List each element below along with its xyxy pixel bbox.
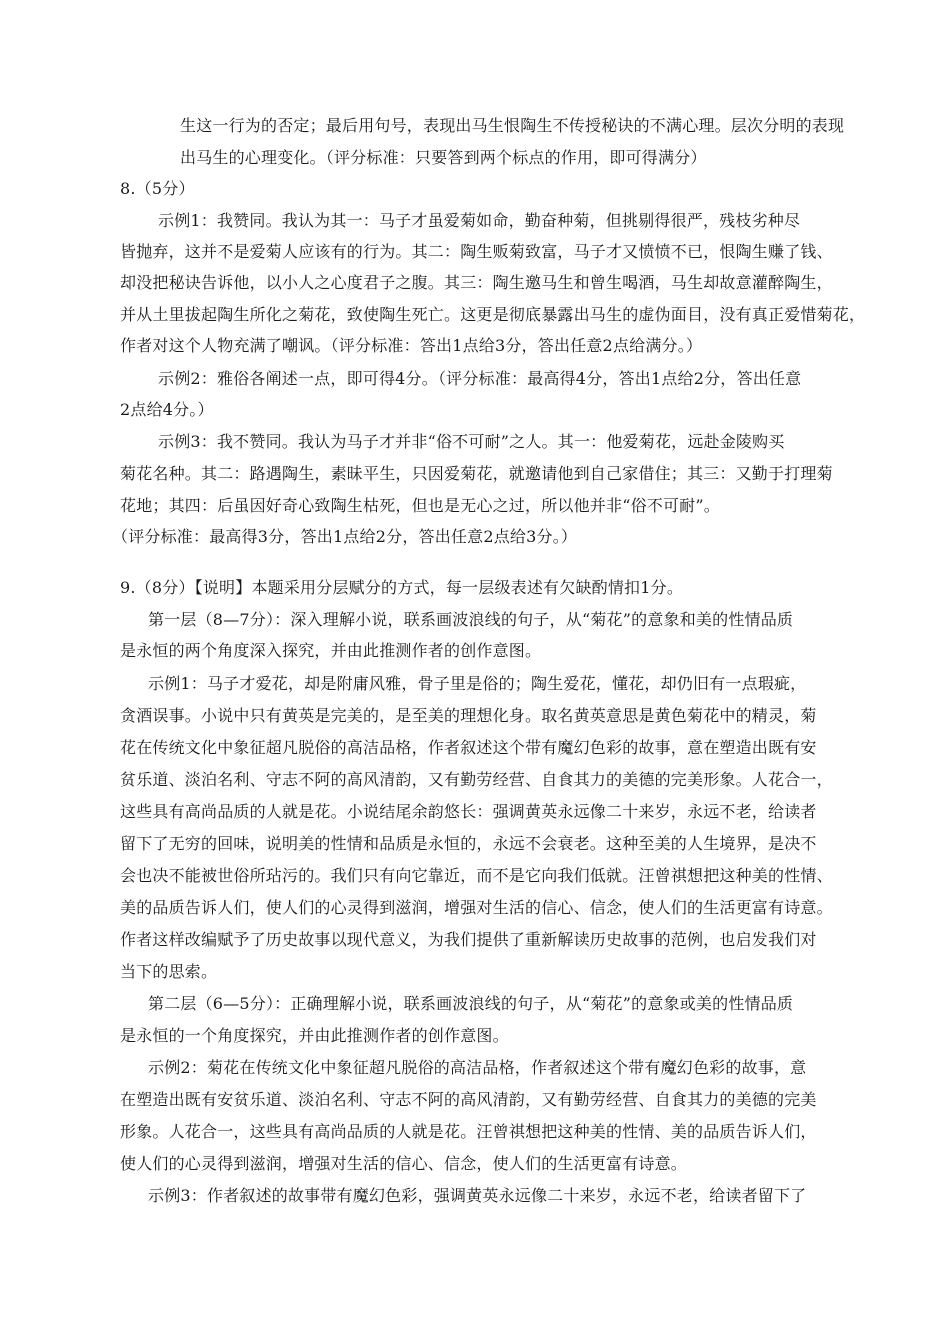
text-line: 贪酒误事。小说中只有黄英是完美的，是至美的理想化身。取名黄英意思是黄色菊花中的精灵，菊 [120, 706, 817, 725]
text-line: 却没把秘诀告诉他，以小人之心度君子之腹。其三：陶生邀马生和曾生喝酒，马生却故意灌醉陶生， [120, 273, 833, 292]
text-line: 作者这样改编赋予了历史故事以现代意义，为我们提供了重新解读历史故事的范例，也启发我们对 [120, 930, 817, 949]
text-line: 贫乐道、淡泊名利、守志不阿的高风清韵，又有勤劳经营、自食其力的美德的完美形象。人花合一， [120, 770, 833, 789]
question-heading: 9.（8分）【说明】本题采用分层赋分的方式，每一层级表述有欠缺酌情扣1分。 [120, 578, 684, 597]
text-line: 第二层（6—5分）：正确理解小说，联系画波浪线的句子，从“菊花”的意象或美的性情品质 [148, 994, 794, 1013]
text-line: （评分标准：最高得3分，答出1点给2分，答出任意2点给3分。） [112, 527, 578, 546]
text-line: 第一层（8—7分）：深入理解小说，联系画波浪线的句子，从“菊花”的意象和美的性情品质 [148, 610, 794, 629]
text-line: 生这一行为的否定；最后用句号，表现出马生恨陶生不传授秘诀的不满心理。层次分明的表现 [180, 116, 845, 135]
text-line: 留下了无穷的回味，说明美的性情和品质是永恒的，永远不会衰老。这种至美的人生境界，是决不 [120, 834, 817, 853]
text-line: 形象。人花合一，这些具有高尚品质的人就是花。汪曾祺想把这种美的性情、美的品质告诉人们， [120, 1122, 817, 1141]
text-line: 是永恒的两个角度深入探究，并由此推测作者的创作意图。 [120, 641, 542, 660]
text-line: 美的品质告诉人们，使人们的心灵得到滋润，增强对生活的信心、信念，使人们的生活更富有诗意。 [120, 898, 833, 917]
text-line: 作者对这个人物充满了嘲讽。（评分标准：答出1点给3分，答出任意2点给满分。） [120, 336, 703, 355]
text-line: 这些具有高尚品质的人就是花。小说结尾余韵悠长：强调黄英永远像二十来岁，永远不老，给读者 [120, 802, 817, 821]
text-line: 示例2：雅俗各阐述一点，即可得4分。（评分标准：最高得4分，答出1点给2分，答出任意 [158, 369, 802, 388]
text-line: 花在传统文化中象征超凡脱俗的高洁品格，作者叙述这个带有魔幻色彩的故事，意在塑造出既有安 [120, 738, 817, 757]
text-line: 菊花名种。其二：路遇陶生，素昧平生，只因爱菊花，就邀请他到自己家借住；其三：又勤于打理菊 [120, 464, 833, 483]
text-line: 2点给4分。） [120, 400, 214, 419]
text-line: 示例1：我赞同。我认为其一：马子才虽爱菊如命，勤奋种菊，但挑剔得很严，残枝劣种尽 [158, 211, 801, 230]
text-line: 示例1：马子才爱花，却是附庸风雅，骨子里是俗的；陶生爱花，懂花，却仍旧有一点瑕疵， [148, 674, 807, 693]
text-line: 花地；其四：后虽因好奇心致陶生枯死，但也是无心之过，所以他并非“俗不可耐”。 [120, 496, 720, 515]
question-number: 8.（5分） [120, 179, 195, 198]
text-line: 在塑造出既有安贫乐道、淡泊名利、守志不阿的高风清韵，又有勤劳经营、自食其力的美德的完美 [120, 1090, 817, 1109]
text-line: 示例3：作者叙述的故事带有魔幻色彩，强调黄英永远像二十来岁，永远不老，给读者留下了 [148, 1186, 807, 1205]
text-line: 出马生的心理变化。（评分标准：只要答到两个标点的作用，即可得满分） [180, 148, 707, 167]
text-line: 示例3：我不赞同。我认为马子才并非“俗不可耐”之人。其一：他爱菊花，远赴金陵购买 [158, 432, 785, 451]
text-line: 皆抛弃，这并不是爱菊人应该有的行为。其二：陶生贩菊致富，马子才又愤愤不已，恨陶生赚了钱、 [120, 242, 833, 261]
text-line: 当下的思索。 [120, 962, 218, 981]
text-line: 会也决不能被世俗所玷污的。我们只有向它靠近，而不是它向我们低就。汪曾祺想把这种美的性情、 [120, 866, 833, 885]
text-line: 使人们的心灵得到滋润，增强对生活的信心、信念，使人们的生活更富有诗意。 [120, 1154, 688, 1173]
text-line: 示例2：菊花在传统文化中象征超凡脱俗的高洁品格，作者叙述这个带有魔幻色彩的故事，意 [148, 1058, 807, 1077]
text-line: 是永恒的一个角度探究，并由此推测作者的创作意图。 [120, 1026, 509, 1045]
text-line: 并从土里拔起陶生所化之菊花，致使陶生死亡。这更是彻底暴露出马生的虚伪面目，没有真正爱惜菊花， [120, 305, 866, 324]
